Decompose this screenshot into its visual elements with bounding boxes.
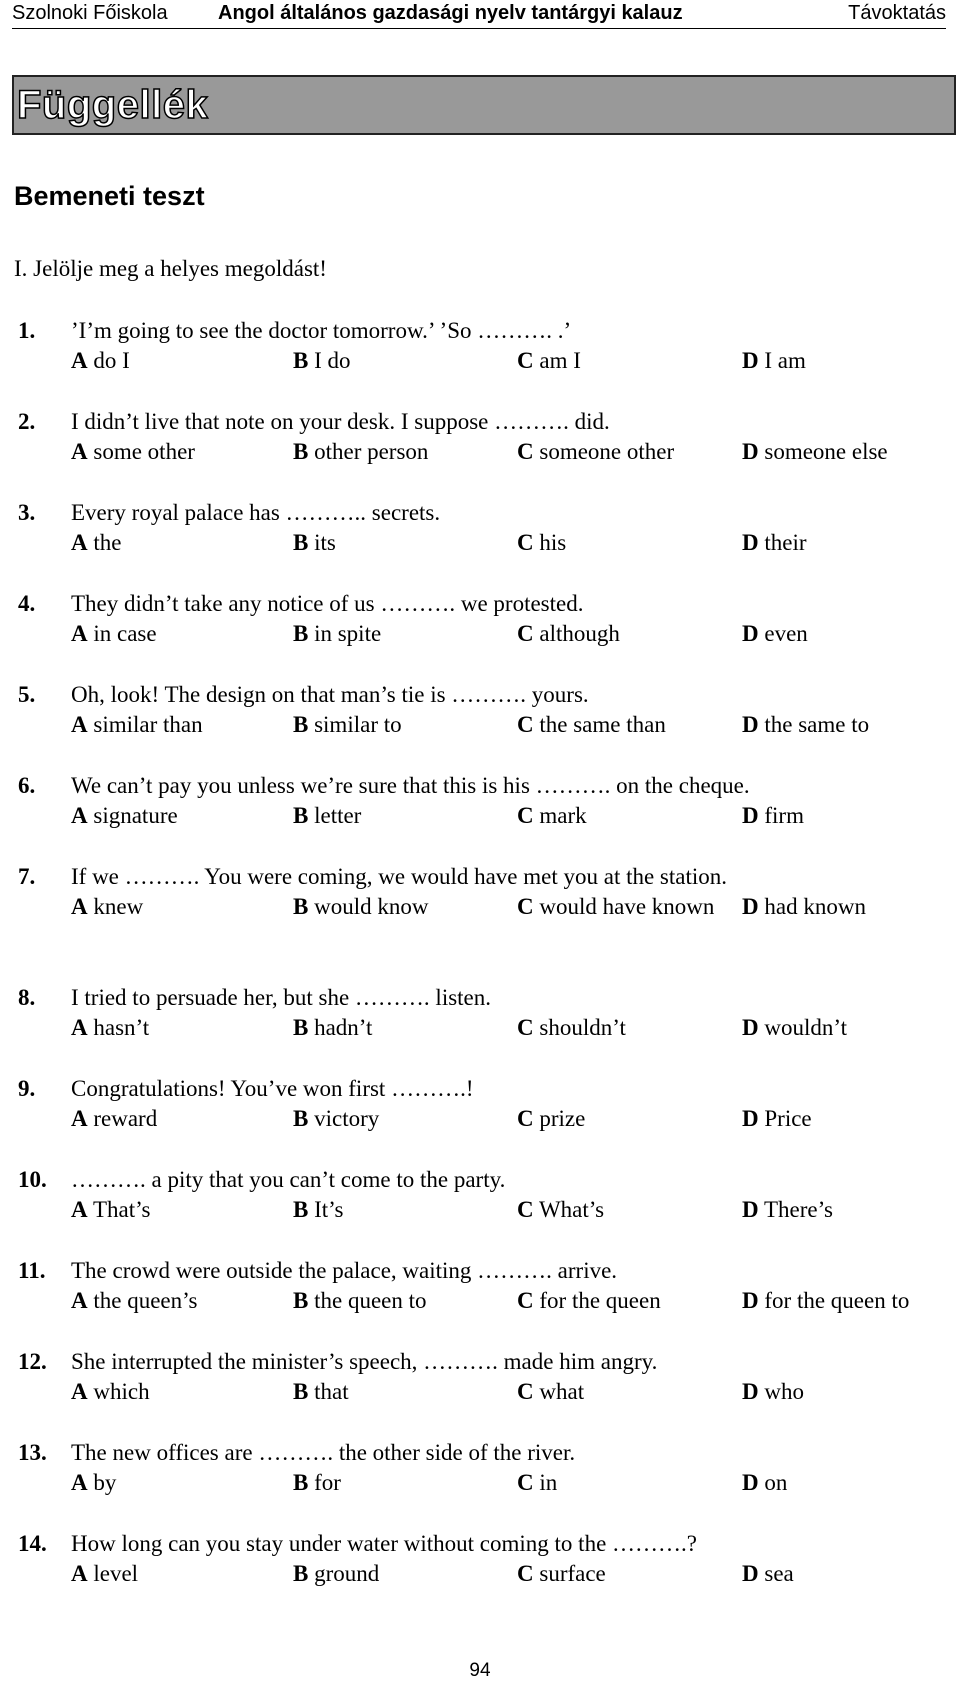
answer-option-a[interactable] [71, 437, 281, 467]
option-letter: B [293, 1561, 309, 1586]
question-number: 11. [18, 1258, 46, 1283]
option-letter: A [71, 1561, 88, 1586]
option-letter: A [71, 439, 88, 464]
answer-option-c[interactable] [517, 1195, 717, 1225]
question-item [0, 680, 960, 771]
option-letter: B [293, 1197, 309, 1222]
option-text: would have known [539, 894, 715, 919]
option-text: mark [539, 803, 587, 828]
question-text: ’I’m going to see the doctor tomorrow.’ ’So ………. .’ [71, 318, 572, 343]
option-text: wouldn’t [764, 1015, 848, 1040]
option-text: the same than [539, 712, 666, 737]
answer-option-c[interactable] [517, 619, 717, 649]
option-text: the queen’s [93, 1288, 198, 1313]
option-text: in spite [314, 621, 382, 646]
option-letter: D [742, 621, 759, 646]
answer-option-a[interactable] [71, 1286, 281, 1316]
answer-option-c[interactable] [517, 1468, 717, 1498]
question-text: The crowd were outside the palace, waiting ………. arrive. [71, 1258, 618, 1283]
question-text: She interrupted the minister’s speech, ………. made him angry. [71, 1349, 658, 1374]
question-item [0, 1347, 960, 1438]
answer-option-b[interactable] [293, 801, 503, 831]
option-letter: C [517, 621, 534, 646]
answer-option-d[interactable] [742, 1013, 957, 1043]
answer-option-b[interactable] [293, 1013, 503, 1043]
option-text: similar than [93, 712, 203, 737]
question-number: 2. [18, 409, 36, 434]
option-text: someone other [539, 439, 675, 464]
option-letter: A [71, 530, 88, 555]
option-text: Price [764, 1106, 812, 1131]
answer-option-c[interactable] [517, 437, 717, 467]
answer-option-d[interactable] [742, 710, 957, 740]
option-letter: A [71, 621, 88, 646]
option-text: level [93, 1561, 139, 1586]
question-item [0, 407, 960, 498]
option-text: I do [314, 348, 351, 373]
option-text: someone else [764, 439, 888, 464]
option-text: who [764, 1379, 804, 1404]
option-text: reward [93, 1106, 158, 1131]
question-number: 10. [18, 1167, 47, 1192]
answer-option-b[interactable] [293, 346, 503, 376]
option-letter: A [71, 803, 88, 828]
question-number: 14. [18, 1531, 47, 1556]
question-text: Oh, look! The design on that man’s tie is ………. yours. [71, 682, 589, 707]
option-text: on [764, 1470, 788, 1495]
option-letter: C [517, 894, 534, 919]
option-letter: C [517, 1106, 534, 1131]
option-letter: D [742, 530, 759, 555]
answer-option-c[interactable] [517, 801, 717, 831]
answer-option-b[interactable] [293, 619, 503, 649]
option-text: am I [539, 348, 581, 373]
option-letter: D [742, 1197, 759, 1222]
answer-option-a[interactable] [71, 1559, 281, 1589]
option-letter: B [293, 348, 309, 373]
option-text: for the queen to [764, 1288, 910, 1313]
option-letter: B [293, 1379, 309, 1404]
answer-option-d[interactable] [742, 1559, 957, 1589]
question-number: 7. [18, 864, 36, 889]
answer-option-d[interactable] [742, 1468, 957, 1498]
option-text: letter [314, 803, 362, 828]
question-number: 4. [18, 591, 36, 616]
option-letter: A [71, 1106, 88, 1131]
option-letter: D [742, 894, 759, 919]
answer-option-d[interactable] [742, 346, 957, 376]
question-item [0, 1256, 960, 1347]
answer-option-a[interactable] [71, 801, 281, 831]
answer-option-d[interactable] [742, 1377, 957, 1407]
question-number: 13. [18, 1440, 47, 1465]
option-letter: D [742, 712, 759, 737]
option-letter: B [293, 530, 309, 555]
option-text: firm [764, 803, 804, 828]
answer-option-c[interactable] [517, 346, 717, 376]
answer-option-b[interactable] [293, 710, 503, 740]
option-text: for [314, 1470, 341, 1495]
question-item [0, 316, 960, 407]
option-text: its [314, 530, 336, 555]
option-text: which [93, 1379, 150, 1404]
option-letter: A [71, 894, 88, 919]
answer-option-c[interactable] [517, 1559, 717, 1589]
option-letter: D [742, 1288, 759, 1313]
answer-option-b[interactable] [293, 1104, 503, 1134]
option-text: had known [764, 894, 866, 919]
answer-option-c[interactable] [517, 892, 717, 922]
answer-option-a[interactable] [71, 619, 281, 649]
answer-option-c[interactable] [517, 528, 717, 558]
answer-option-d[interactable] [742, 1195, 957, 1225]
option-text: shouldn’t [539, 1015, 626, 1040]
question-item [0, 983, 960, 1074]
option-letter: D [742, 439, 759, 464]
answer-option-b[interactable] [293, 892, 503, 922]
answer-option-b[interactable] [293, 1377, 503, 1407]
page-number: 94 [469, 1660, 491, 1681]
question-text: Every royal palace has ……….. secrets. [71, 500, 441, 525]
option-text: hadn’t [314, 1015, 373, 1040]
option-text: for the queen [539, 1288, 661, 1313]
answer-option-c[interactable] [517, 1377, 717, 1407]
question-item [0, 1165, 960, 1256]
running-header [12, 0, 946, 29]
question-text: If we ………. You were coming, we would have met you at the station. [71, 864, 728, 889]
option-letter: B [293, 894, 309, 919]
option-letter: A [71, 1197, 88, 1222]
option-text: That’s [92, 1197, 151, 1222]
option-text: the same to [764, 712, 870, 737]
option-text: in case [93, 621, 157, 646]
option-letter: B [293, 1106, 309, 1131]
question-text: How long can you stay under water without coming to the ……….? [71, 1531, 697, 1556]
option-letter: A [71, 1470, 88, 1495]
answer-option-b[interactable] [293, 1286, 503, 1316]
answer-option-a[interactable] [71, 528, 281, 558]
option-text: by [93, 1470, 117, 1495]
answer-option-b[interactable] [293, 528, 503, 558]
option-letter: C [517, 1379, 534, 1404]
question-item [0, 862, 960, 983]
question-item [0, 1438, 960, 1529]
question-text: They didn’t take any notice of us ………. we protested. [71, 591, 584, 616]
answer-option-a[interactable] [71, 1104, 281, 1134]
option-letter: C [517, 530, 534, 555]
question-text: Congratulations! You’ve won first ……….! [71, 1076, 474, 1101]
option-letter: D [742, 348, 759, 373]
option-text: victory [314, 1106, 380, 1131]
option-text: knew [93, 894, 144, 919]
answer-option-a[interactable] [71, 1195, 281, 1225]
option-text: other person [314, 439, 429, 464]
option-letter: A [71, 1379, 88, 1404]
option-text: I am [764, 348, 806, 373]
header-mode: Távoktatás [848, 2, 946, 24]
section-title: Bemeneti teszt [14, 181, 205, 211]
answer-option-d[interactable] [742, 1286, 957, 1316]
question-item [0, 589, 960, 680]
question-number: 9. [18, 1076, 36, 1101]
question-list [0, 316, 960, 1620]
question-item [0, 771, 960, 862]
option-text: the [93, 530, 122, 555]
option-letter: D [742, 1015, 759, 1040]
question-item [0, 1074, 960, 1165]
answer-option-a[interactable] [71, 1013, 281, 1043]
answer-option-c[interactable] [517, 1104, 717, 1134]
answer-option-c[interactable] [517, 1286, 717, 1316]
answer-option-d[interactable] [742, 437, 957, 467]
option-text: although [539, 621, 620, 646]
header-institution: Szolnoki Főiskola [12, 2, 168, 24]
option-letter: C [517, 803, 534, 828]
option-letter: A [71, 348, 88, 373]
option-text: surface [539, 1561, 606, 1586]
option-letter: C [517, 439, 534, 464]
option-text: signature [93, 803, 178, 828]
question-text: I tried to persuade her, but she ………. listen. [71, 985, 492, 1010]
option-letter: C [517, 1561, 534, 1586]
question-text: We can’t pay you unless we’re sure that this is his ………. on the cheque. [71, 773, 750, 798]
question-item [0, 498, 960, 589]
question-number: 1. [18, 318, 36, 343]
answer-option-d[interactable] [742, 1104, 957, 1134]
answer-option-d[interactable] [742, 619, 957, 649]
option-letter: B [293, 803, 309, 828]
chapter-title-bar [12, 75, 956, 135]
option-text: There’s [763, 1197, 833, 1222]
option-text: even [764, 621, 808, 646]
option-letter: C [517, 1197, 534, 1222]
option-text: in [539, 1470, 558, 1495]
option-text: hasn’t [93, 1015, 150, 1040]
option-letter: C [517, 1470, 534, 1495]
question-text: ………. a pity that you can’t come to the party. [71, 1167, 506, 1192]
option-letter: D [742, 1379, 759, 1404]
option-text: sea [764, 1561, 794, 1586]
answer-option-a[interactable] [71, 1468, 281, 1498]
answer-option-d[interactable] [742, 801, 957, 831]
option-text: ground [314, 1561, 380, 1586]
answer-option-b[interactable] [293, 1195, 503, 1225]
question-number: 12. [18, 1349, 47, 1374]
option-letter: A [71, 712, 88, 737]
answer-option-c[interactable] [517, 710, 717, 740]
question-text: I didn’t live that note on your desk. I suppose ………. did. [71, 409, 610, 434]
option-text: some other [93, 439, 195, 464]
option-text: would know [314, 894, 429, 919]
option-letter: D [742, 1470, 759, 1495]
option-letter: C [517, 1288, 534, 1313]
answer-option-c[interactable] [517, 1013, 717, 1043]
option-text: What’s [538, 1197, 605, 1222]
option-letter: D [742, 1561, 759, 1586]
option-letter: B [293, 1470, 309, 1495]
option-letter: D [742, 1106, 759, 1131]
answer-option-a[interactable] [71, 346, 281, 376]
option-letter: B [293, 439, 309, 464]
option-text: It’s [314, 1197, 344, 1222]
answer-option-a[interactable] [71, 710, 281, 740]
chapter-title: Függellék [17, 83, 209, 127]
option-text: prize [539, 1106, 586, 1131]
answer-option-a[interactable] [71, 892, 281, 922]
option-letter: C [517, 348, 534, 373]
option-letter: B [293, 621, 309, 646]
instruction-text: I. Jelölje meg a helyes megoldást! [14, 256, 327, 281]
answer-option-d[interactable] [742, 892, 957, 922]
option-letter: B [293, 1015, 309, 1040]
option-letter: C [517, 712, 534, 737]
answer-option-b[interactable] [293, 437, 503, 467]
option-text: that [314, 1379, 349, 1404]
answer-option-a[interactable] [71, 1377, 281, 1407]
question-number: 6. [18, 773, 36, 798]
option-letter: A [71, 1288, 88, 1313]
answer-option-b[interactable] [293, 1559, 503, 1589]
header-course-title: Angol általános gazdasági nyelv tantárgyi kalauz [218, 2, 683, 24]
question-number: 5. [18, 682, 36, 707]
option-text: the queen to [314, 1288, 427, 1313]
option-text: what [539, 1379, 585, 1404]
option-text: similar to [314, 712, 402, 737]
answer-option-d[interactable] [742, 528, 957, 558]
option-letter: D [742, 803, 759, 828]
option-text: do I [93, 348, 130, 373]
option-text: his [539, 530, 567, 555]
answer-option-b[interactable] [293, 1468, 503, 1498]
question-text: The new offices are ………. the other side of the river. [71, 1440, 576, 1465]
question-item [0, 1529, 960, 1620]
option-text: their [764, 530, 807, 555]
question-number: 3. [18, 500, 36, 525]
option-letter: B [293, 1288, 309, 1313]
option-letter: B [293, 712, 309, 737]
option-letter: C [517, 1015, 534, 1040]
question-number: 8. [18, 985, 36, 1010]
option-letter: A [71, 1015, 88, 1040]
